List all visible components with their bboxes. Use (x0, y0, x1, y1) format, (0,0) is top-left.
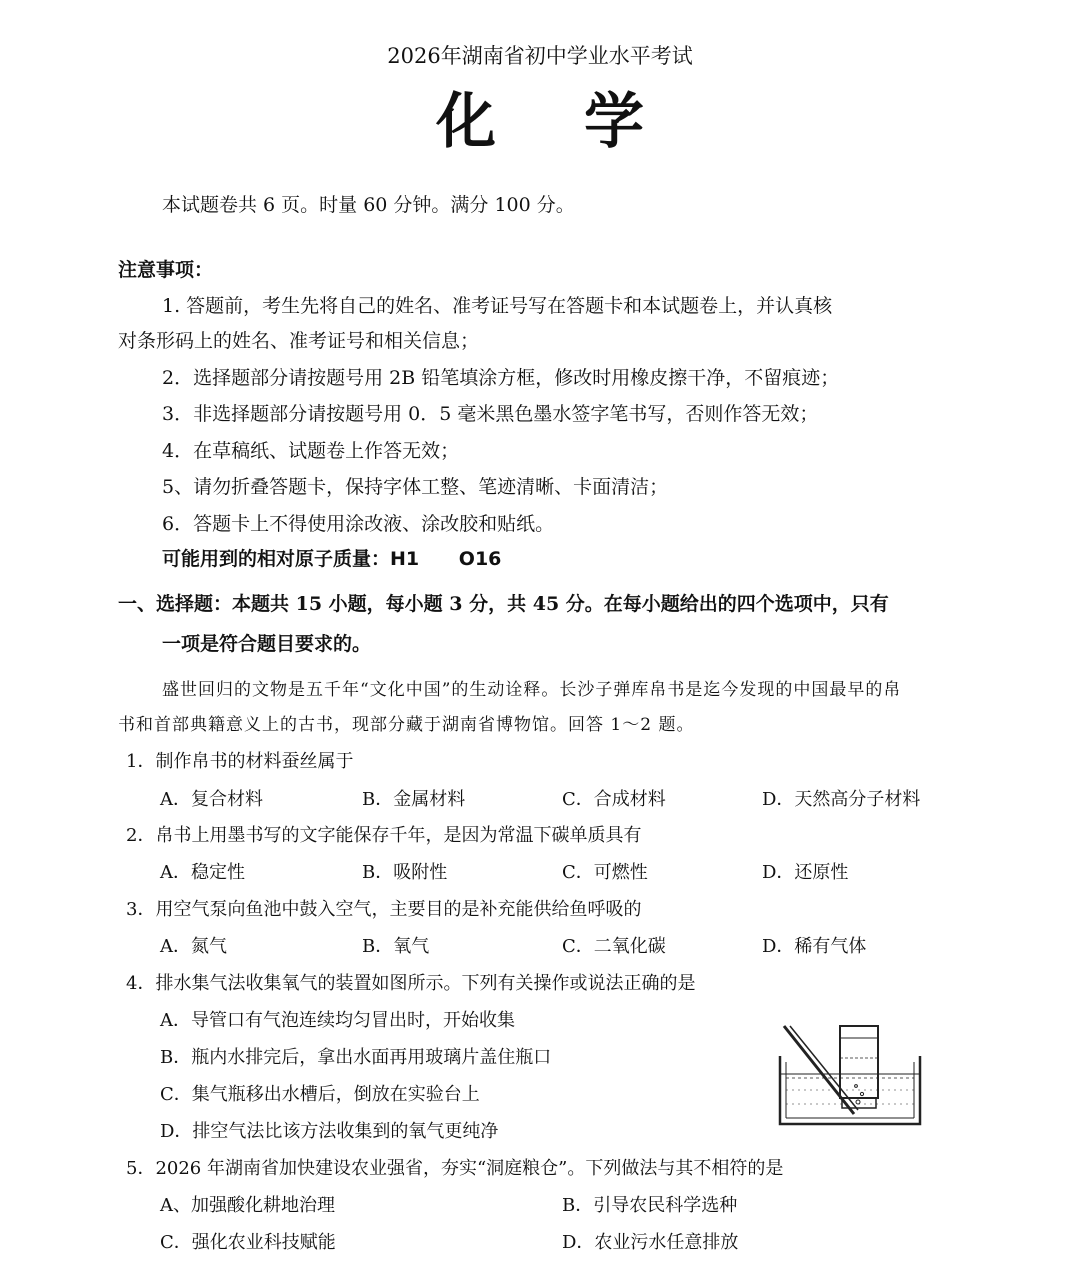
option-b: B．氧气 (362, 936, 430, 957)
option-c: C．二氧化碳 (562, 936, 666, 957)
question-stem: 4．排水集气法收集氧气的装置如图所示。下列有关操作或说法正确的是 (126, 973, 696, 994)
note-item: 4．在草稿纸、试题卷上作答无效； (162, 440, 460, 462)
intro-text: 本试题卷共 6 页。时量 60 分钟。满分 100 分。 (162, 194, 575, 216)
option-d: D．还原性 (762, 862, 849, 883)
option-b: B．引导农民科学选种 (562, 1195, 738, 1216)
option-c: C．强化农业科技赋能 (160, 1232, 336, 1253)
question-stem: 5．2026 年湖南省加快建设农业强省，夯实“洞庭粮仓”。下列做法与其不相符的是 (126, 1158, 784, 1179)
option-a: A、加强酸化耕地治理 (160, 1195, 335, 1216)
option-c: C．集气瓶移出水槽后，倒放在实验台上 (160, 1084, 480, 1105)
note-item: 6．答题卡上不得使用涂改液、涂改胶和贴纸。 (162, 513, 555, 535)
notes-heading: 注意事项： (118, 259, 214, 281)
note-item: 1. 答题前，考生先将自己的姓名、准考证号写在答题卡和本试题卷上，并认真核 (162, 295, 833, 317)
option-a: A．复合材料 (160, 789, 263, 810)
option-a: A．氮气 (160, 936, 227, 957)
question-stem: 1．制作帛书的材料蚕丝属于 (126, 751, 354, 772)
option-a: A．导管口有气泡连续均匀冒出时，开始收集 (160, 1010, 515, 1031)
question-stem: 2．帛书上用墨书写的文字能保存千年，是因为常温下碳单质具有 (126, 825, 642, 846)
question-stem: 3．用空气泵向鱼池中鼓入空气，主要目的是补充能供给鱼呼吸的 (126, 899, 642, 920)
section-heading: 一、选择题：本题共 15 小题，每小题 3 分，共 45 分。在每小题给出的四个选项中，只有 (118, 593, 889, 615)
note-item: 对条形码上的姓名、准考证号和相关信息； (118, 330, 480, 352)
section-heading-cont: 一项是符合题目要求的。 (162, 633, 372, 655)
note-item: 2．选择题部分请按题号用 2B 铅笔填涂方框，修改时用橡皮擦干净，不留痕迹； (162, 367, 840, 389)
option-d: D．稀有气体 (762, 936, 867, 957)
option-d: D．天然高分子材料 (762, 789, 921, 810)
gas-collection-apparatus-figure (776, 1018, 926, 1130)
passage-line: 书和首部典籍意义上的古书，现部分藏于湖南省博物馆。回答 1～2 题。 (118, 715, 695, 735)
option-d: D．排空气法比该方法收集到的氧气更纯净 (160, 1121, 499, 1142)
option-a: A．稳定性 (160, 862, 245, 883)
note-item: 3．非选择题部分请按题号用 0．5 毫米黑色墨水签字笔书写，否则作答无效； (162, 403, 819, 425)
option-c: C．可燃性 (562, 862, 648, 883)
option-b: B．瓶内水排完后，拿出水面再用玻璃片盖住瓶口 (160, 1047, 552, 1068)
atomic-mass: 可能用到的相对原子质量：H1 O16 (162, 548, 502, 570)
passage-line: 盛世回归的文物是五千年“文化中国”的生动诠释。长沙子弹库帛书是迄今发现的中国最早的帛 (162, 680, 902, 700)
exam-title: 2026年湖南省初中学业水平考试 (387, 44, 693, 68)
subject-title: 化学 (436, 87, 732, 157)
option-b: B．吸附性 (362, 862, 448, 883)
note-item: 5、请勿折叠答题卡，保持字体工整、笔迹清晰、卡面清洁； (162, 476, 669, 498)
option-b: B．金属材料 (362, 789, 466, 810)
option-d: D．农业污水任意排放 (562, 1232, 739, 1253)
option-c: C．合成材料 (562, 789, 666, 810)
